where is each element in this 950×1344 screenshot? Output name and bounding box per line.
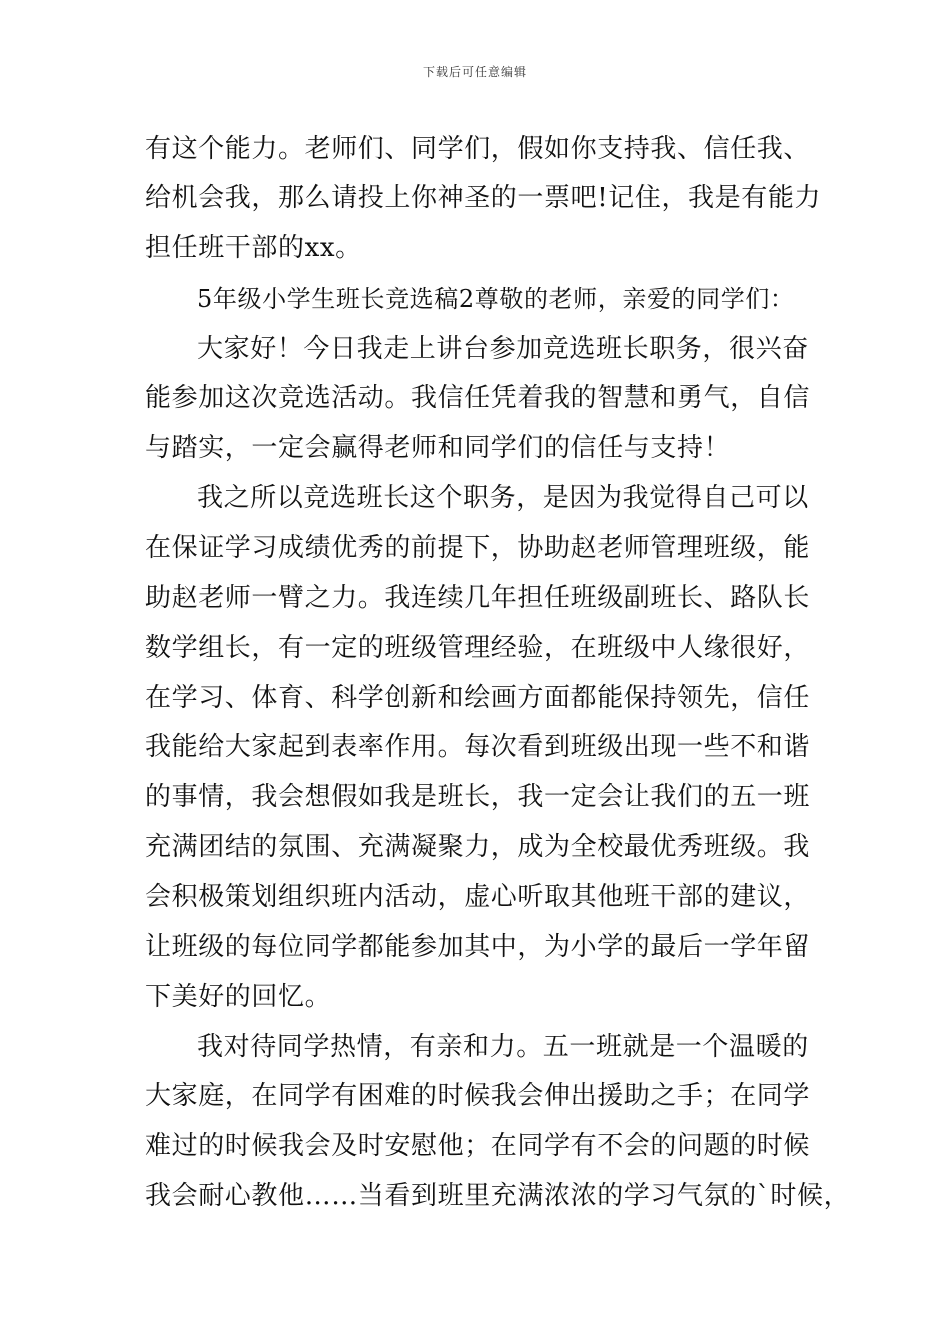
text-line: 在保证学习成绩优秀的前提下，协助赵老师管理班级，能: [145, 533, 811, 563]
page-header-note: 下载后可任意编辑: [422, 65, 527, 79]
text-line: 难过的时候我会及时安慰他；在同学有不会的问题的时候: [145, 1131, 811, 1161]
section-heading-line: 5年级小学生班长竞选稿2尊敬的老师，亲爱的同学们：: [197, 285, 795, 313]
text-line: 有这个能力。老师们、同学们，假如你支持我、信任我、: [145, 134, 811, 164]
text-line: 我会耐心教他……当看到班里充满浓浓的学习气氛的`时候，: [145, 1181, 851, 1211]
text-line: 大家庭，在同学有困难的时候我会伸出援助之手；在同学: [145, 1081, 811, 1111]
text-line: 助赵老师一臂之力。我连续几年担任班级副班长、路队长: [145, 583, 811, 613]
text-line: 担任班干部的xx。: [145, 233, 362, 263]
text-line: 大家好！今日我走上讲台参加竞选班长职务，很兴奋: [197, 334, 809, 364]
text-line: 数学组长，有一定的班级管理经验，在班级中人缘很好，: [145, 633, 811, 663]
text-line: 我对待同学热情，有亲和力。五一班就是一个温暖的: [197, 1032, 809, 1062]
text-line: 充满团结的氛围、充满凝聚力，成为全校最优秀班级。我: [145, 832, 811, 862]
text-line: 下美好的回忆。: [145, 982, 332, 1012]
text-line: 我能给大家起到表率作用。每次看到班级出现一些不和谐: [145, 732, 811, 762]
text-line: 与踏实，一定会赢得老师和同学们的信任与支持！: [145, 433, 731, 463]
text-line: 会积极策划组织班内活动，虚心听取其他班干部的建议，: [145, 882, 811, 912]
text-line: 让班级的每位同学都能参加其中，为小学的最后一学年留: [145, 932, 811, 962]
text-line: 的事情，我会想假如我是班长，我一定会让我们的五一班: [145, 782, 811, 812]
text-line: 能参加这次竞选活动。我信任凭着我的智慧和勇气，自信: [145, 383, 811, 413]
text-line: 我之所以竞选班长这个职务，是因为我觉得自己可以: [197, 483, 809, 513]
text-line: 在学习、体育、科学创新和绘画方面都能保持领先，信任: [145, 683, 811, 713]
text-line: 给机会我，那么请投上你神圣的一票吧!记住，我是有能力: [145, 183, 822, 213]
